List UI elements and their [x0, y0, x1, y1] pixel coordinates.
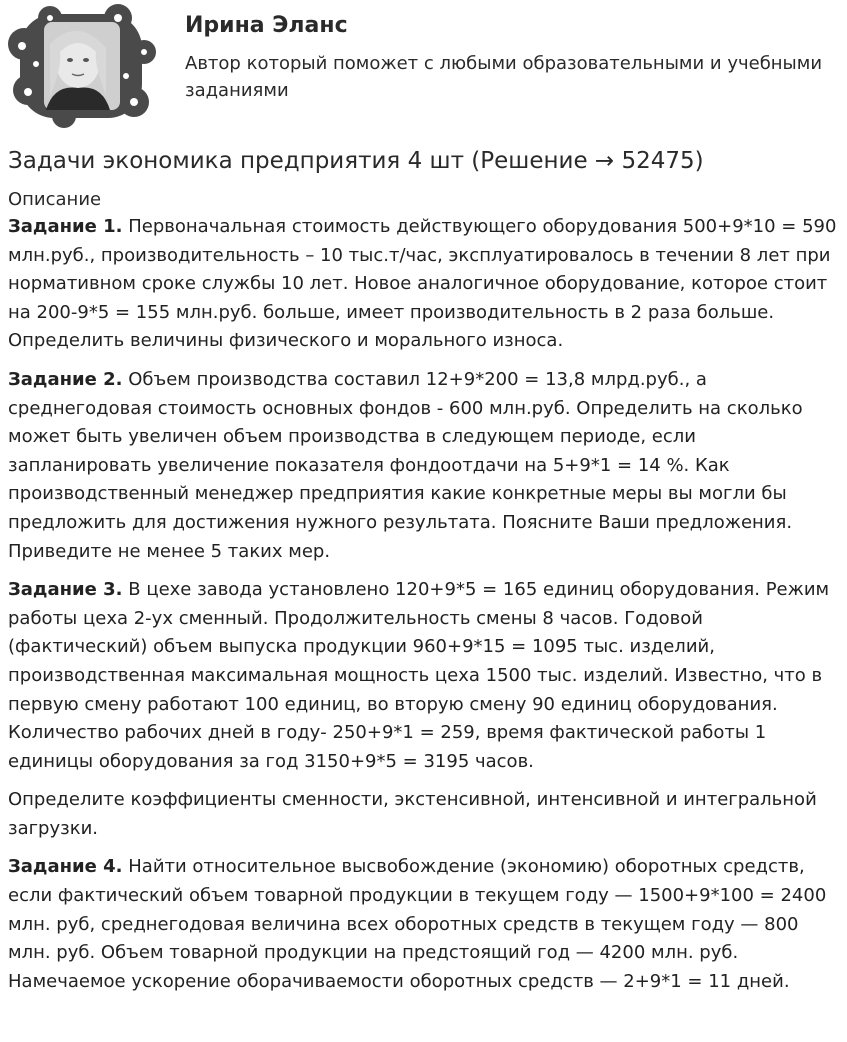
task-1-label: Задание 1.: [8, 216, 123, 237]
task-2-text: Объем производства составил 12+9*200 = 13,8 млрд.руб., а среднегодовая стоимость основных фондов - 600 млн.руб. Определить на сколько может быть увеличен объем производства в следующем периоде, если запланировать увеличение показателя фондоотдачи на 5+9*1 = 14 %. Как производственный менеджер предприятия какие конкретные меры вы могли бы предложить для достижения нужного результата. Поясните Ваши предложения. Приведите не менее 5 таких мер.: [8, 368, 803, 562]
author-name[interactable]: Ирина Эланс: [185, 13, 348, 38]
author-description: Автор который поможет с любыми образовательными и учебными заданиями: [185, 53, 823, 101]
task-4: [8, 853, 843, 996]
description-label: Описание: [8, 189, 102, 210]
main-content: [8, 145, 843, 1006]
task-4-text: Найти относительное высвобождение (экономию) оборотных средств, если фактический объем товарной продукции в текущем году — 1500+9*100 = 2400 млн. руб, среднегодовая величина всех оборотных средств в текущем году — 800 млн. руб. Объем товарной продукции на предстоящий год — 4200 млн. руб. Намечаемое ускорение оборачиваемости оборотных средств — 2+9*1 = 11 дней.: [8, 856, 827, 992]
task-1: [8, 213, 843, 356]
task-2-label: Задание 2.: [8, 368, 123, 390]
author-header: [0, 0, 847, 138]
task-3-text: В цехе завода установлено 120+9*5 = 165 единиц оборудования. Режим работы цеха 2-ух сменный. Продолжительность смены 8 часов. Годовой (фактический) объем выпуска продукции 960+9*15 = 1095 тыс. изделий, производственная максимальная мощность цеха 1500 тыс. изделий. Известно, что в первую смену работают 100 единиц, во вторую смену 90 единиц оборудования. Количество рабочих дней в году- 250+9*1 = 259, время фактической работы 1 единицы оборудования за год 3150+9*5 = 3195 часов.: [8, 579, 830, 772]
author-avatar[interactable]: [6, 4, 156, 128]
task-3-label: Задание 3.: [8, 579, 123, 601]
page-title: Задачи экономика предприятия 4 шт (Решение → 52475): [8, 148, 704, 174]
task-4-label: Задание 4.: [8, 856, 123, 878]
task-3-question: Определите коэффициенты сменности, экстенсивной, интенсивной и интегральной загрузки.: [8, 789, 817, 839]
task-2: [8, 366, 843, 566]
task-3: [8, 576, 843, 776]
task-1-text: Первоначальная стоимость действующего оборудования 500+9*10 = 590 млн.руб., производительность – 10 тыс.т/час, эксплуатировалось в течении 8 лет при нормативном сроке службы 10 лет. Новое аналогичное оборудование, которое стоит на 200-9*5 = 155 млн.руб. больше, имеет производительность в 2 раза больше. Определить величины физического и морального износа.: [8, 216, 837, 352]
